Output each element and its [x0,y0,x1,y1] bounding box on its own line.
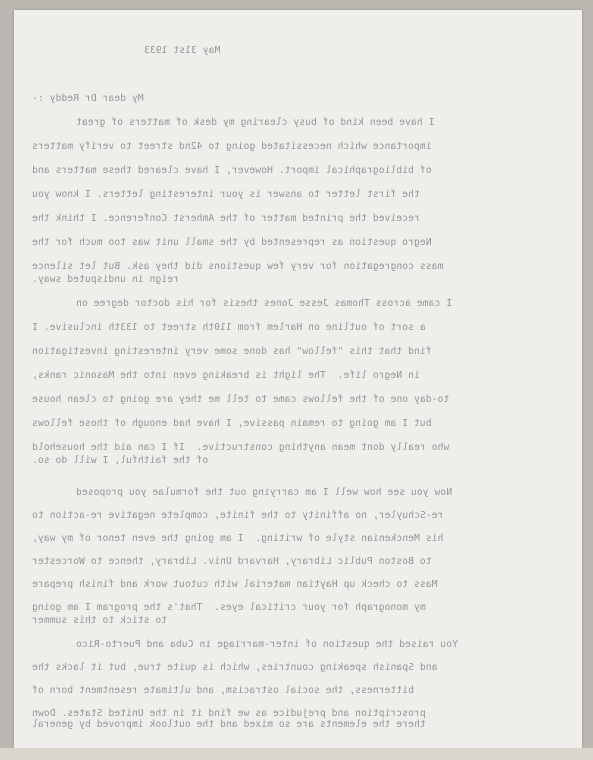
text-line: but I am going to remain passive, I have had enough of those fellows [32,418,432,429]
text-line: proscription and prejudice as we find it in the United States. Down [32,708,426,719]
text-line: a sort of outline on Harlem from 110th street to 133th inclusive. I [32,322,426,333]
text-line: the first letter to answer is your interesting letters. I know you [32,189,420,200]
text-line: to-day one of the fellows came to tell me they are going to clean house [32,394,450,405]
text-line: who really dont mean anything constructive. If I can aid the household [32,442,450,453]
text-line: bitterness, the social ostracism, and ultimate resentment born of [32,685,414,696]
text-line: mass congregation for very few questions did they ask. But let silence [32,261,444,272]
text-line: Mass to check up Haytian material with cutout work and finish prepare [32,579,438,590]
mirrored-typescript [14,10,582,748]
text-line: find that this "fellow" has done some very interesting investigation [32,346,432,357]
text-line: there the elements are so mixed and the outlook improved by general [32,719,426,730]
text-line: to Boston Public Library, Harvard Univ. Library, thence to Worcester [32,556,432,567]
text-line: and Spanish speaking countries, which is quite true, but it lacks the [32,662,438,673]
text-line: my monograph for your critical eyes. That's the program I am going [32,602,426,613]
text-line: received the printed matter of the Amherst Conference. I think the [32,213,420,224]
text-line: I have been kind of busy clearing my desk of matters of great [76,117,435,128]
text-line: reign in undisputed sway. [32,274,179,285]
text-line: Negro question as represented by the small unit was too much for the [32,237,432,248]
scan-background-strip [0,748,593,760]
letter-page [14,10,582,748]
text-line: to stick to this summer [32,615,168,626]
text-line: You raised the question of inter-marriage in Cuba and Puerto-Rico [76,639,458,650]
text-line: re-Schuyler, no affinity to the finite, complete negative re-action to [32,510,444,521]
text-line: of the faithful, I will do so. [32,455,209,466]
text-line: I came across Thomas Jesse Jones thesis for his doctor degree on [76,298,453,309]
text-line: in Negro life. The light is breaking even into the Masonic ranks, [32,370,420,381]
text-line: his Menckenian style of writing. I am going the even tenor of my way, [32,533,444,544]
letter-salutation: My dear Dr Reddy :- [32,93,144,104]
text-line: importance which necessitated going to 42nd street to verify matters [32,141,432,152]
text-line: Now you see how well I am carrying out the formulae you proposed [76,487,453,498]
letter-date: May 31st 1933 [144,45,221,56]
text-line: of bibliographical import. However, I have cleared these matters and [32,165,432,176]
